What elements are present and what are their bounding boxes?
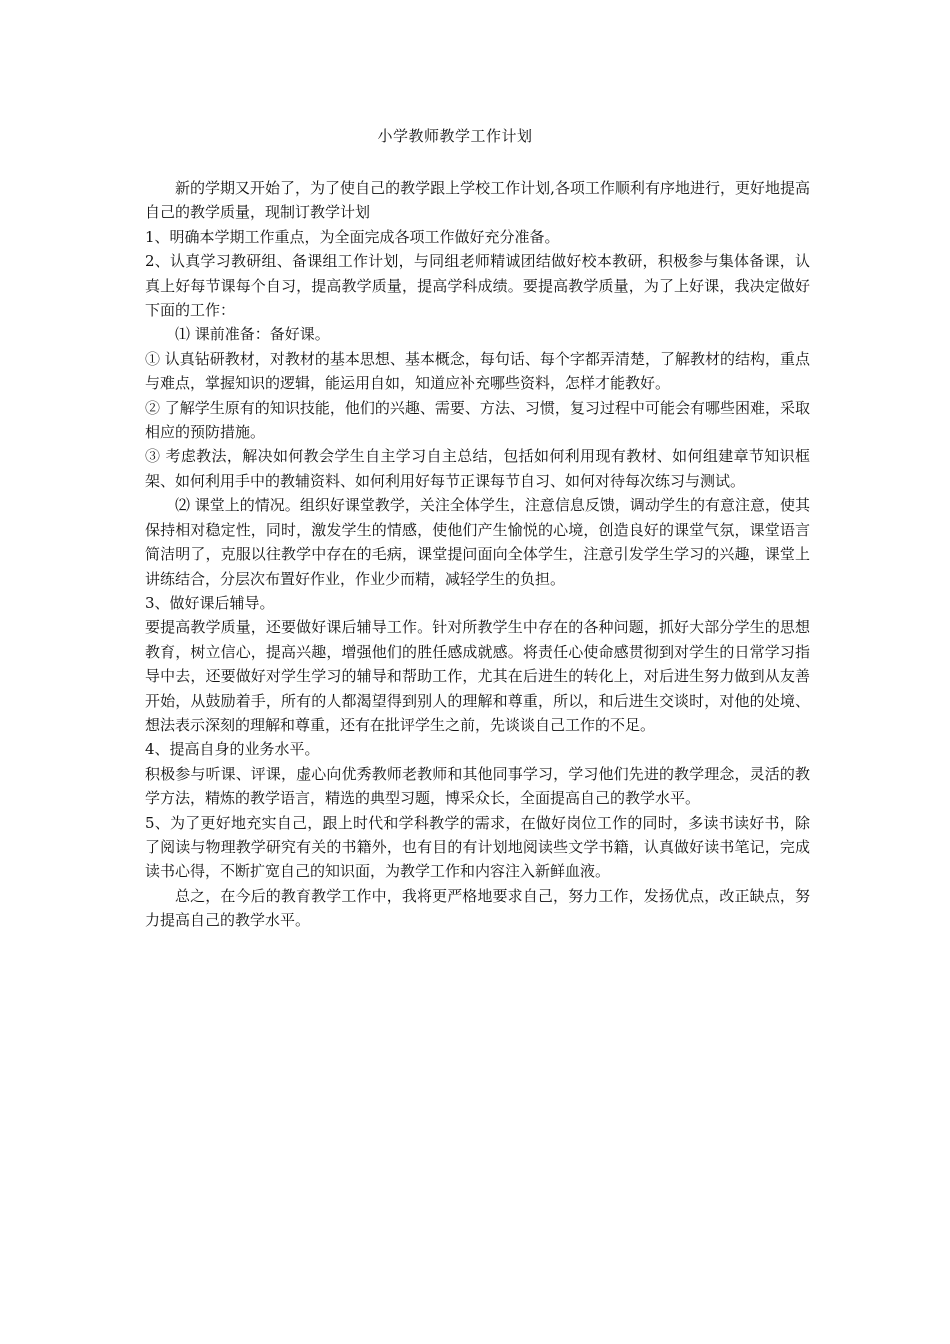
paragraph-item-3: 3、做好课后辅导。 (145, 593, 275, 612)
paragraph-item-3-body: 要提高教学质量，还要做好课后辅导工作。针对所教学生中存在的各种问题，抓好大部分学生的思想教育，树立信心，提高兴趣，增强他们的胜任感成就感。将责任心使命感贯彻到对学生的日常学习指导中去，还要做好对学生学习的辅导和帮助工作，尤其在后进生的转化上，对后进生努力做到从友善开始，从鼓励着手，所有的人都渴望得到别人的理解和尊重，所以，和后进生交谈时，对他的处境、想法表示深刻的理解和尊重，还有在批评学生之前，先谈谈自己工作的不足。 (145, 618, 810, 734)
paragraph-subitem-1: ⑴ 课前准备：备好课。 (175, 325, 330, 344)
paragraph-subitem-2: ⑵ 课堂上的情况。组织好课堂教学，关注全体学生，注意信息反馈，调动学生的有意注意，使其保持相对稳定性，同时，激发学生的情感，使他们产生愉悦的心境，创造良好的课堂气氛，课堂语言简洁明了，克服以往教学中存在的毛病，课堂提问面向全体学生，注意引发学生学习的兴趣，课堂上讲练结合，分层次布置好作业，作业少而精，减轻学生的负担。 (145, 496, 810, 588)
paragraph-point-3: ③ 考虑教法，解决如何教会学生自主学习自主总结，包括如何利用现有教材、如何组建章节知识框架、如何利用手中的教辅资料、如何利用好每节正课每节自习、如何对待每次练习与测试。 (145, 447, 810, 490)
paragraph-item-2: 2、认真学习教研组、备课组工作计划，与同组老师精诚团结做好校本教研，积极参与集体备课，认真上好每节课每个自习，提高教学质量，提高学科成绩。要提高教学质量，为了上好课，我决定做好下面的工作： (145, 252, 810, 320)
paragraph-conclusion: 总之，在今后的教育教学工作中，我将更严格地要求自己，努力工作，发扬优点，改正缺点，努力提高自己的教学水平。 (145, 886, 810, 930)
paragraph-item-4: 4、提高自身的业务水平。 (145, 740, 320, 759)
document-title: 小学教师教学工作计划 (377, 127, 533, 145)
paragraph-intro: 新的学期又开始了，为了使自己的教学跟上学校工作计划,各项工作顺利有序地进行，更好地提高自己的教学质量，现制订教学计划 (145, 179, 810, 222)
paragraph-point-1: ① 认真钻研教材，对教材的基本思想、基本概念，每句话、每个字都弄清楚，了解教材的结构，重点与难点，掌握知识的逻辑，能运用自如，知道应补充哪些资料，怎样才能教好。 (145, 349, 810, 393)
paragraph-item-1: 1、明确本学期工作重点，为全面完成各项工作做好充分准备。 (145, 227, 560, 246)
paragraph-item-4-body: 积极参与听课、评课，虚心向优秀教师老教师和其他同事学习，学习他们先进的教学理念，灵活的教学方法，精炼的教学语言，精选的典型习题，博采众长，全面提高自己的教学水平。 (145, 764, 810, 808)
paragraph-item-5: 5、为了更好地充实自己，跟上时代和学科教学的需求，在做好岗位工作的同时，多读书读好书，除了阅读与物理教学研究有关的书籍外，也有目的有计划地阅读些文学书籍，认真做好读书笔记，完成读书心得，不断扩宽自己的知识面，为教学工作和内容注入新鲜血液。 (145, 813, 810, 881)
paragraph-point-2: ② 了解学生原有的知识技能，他们的兴趣、需要、方法、习惯，复习过程中可能会有哪些困难，采取相应的预防措施。 (145, 398, 810, 442)
document-body (145, 176, 810, 933)
